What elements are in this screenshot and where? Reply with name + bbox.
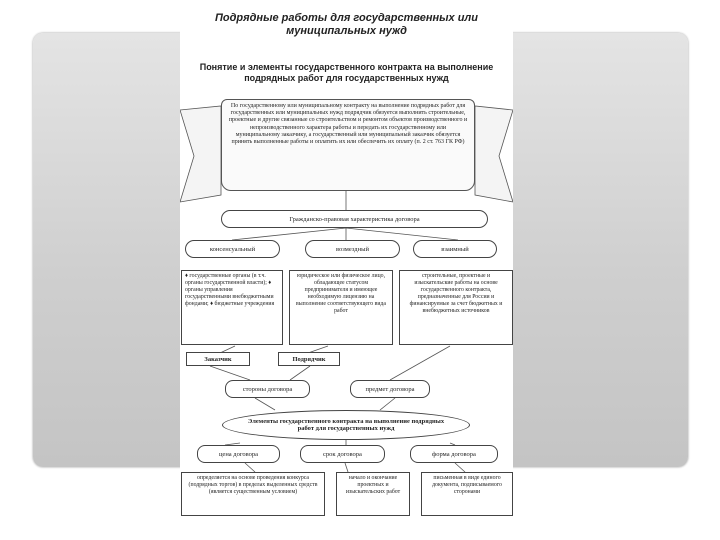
form-description-box: письменная в виде единого документа, подписываемого сторонами	[421, 472, 513, 516]
type-mutual: взаимный	[413, 240, 497, 258]
subject-description-box: строительные, проектные и изыскательские работы на основе государственного контракта, предназначенные для России и финансируемые за счет бюджетных и внебюджетных источников	[399, 270, 513, 345]
contractor-description-box: юридическое или физическое лицо, обладающее статусом предпринимателя и имеющее необходимую лицензию на выполнение соответствующего вида работ	[289, 270, 393, 345]
bubble-parties: стороны договора	[225, 380, 310, 398]
characteristic-oval: Гражданско-правовая характеристика договора	[221, 210, 488, 228]
callout-term: срок договора	[300, 445, 385, 463]
price-description-box: определяется на основе проведения конкурса (подрядных торгов) в пределах выделенных средств (является существенным условием)	[181, 472, 325, 516]
connector-lines	[180, 10, 513, 520]
definition-scroll: По государственному или муниципальному контракту на выполнение подрядных работ для государственных или муниципальных нужд подрядчик обязуется выполнить строительные, проектные и другие связанные со строительством и ремонтом объектов производственного и непроизводственного характера работы и передать их государственному или муниципальному заказчику, а государственный или муниципальный заказчик обязуется принять выполненные работы и оплатить их или обеспечить их оплату (п. 2 ст. 763 ГК РФ)	[221, 99, 475, 191]
type-paid: возмездный	[305, 240, 400, 258]
term-description-box: начало и окончание проектных и изыскательских работ	[336, 472, 410, 516]
contractor-label: Подрядчик	[278, 352, 340, 366]
scanned-diagram	[180, 10, 513, 520]
bubble-subject: предмет договора	[350, 380, 430, 398]
callout-price: цена договора	[197, 445, 280, 463]
customer-label: Заказчик	[186, 352, 250, 366]
type-consensual: консенсуальный	[185, 240, 280, 258]
callout-form: форма договора	[410, 445, 498, 463]
diagram-title: Подрядные работы для государственных или муниципальных нужд	[215, 12, 478, 37]
elements-oval: Элементы государственного контракта на выполнение подрядных работ для государственных нужд	[222, 410, 470, 440]
diagram-subtitle: Понятие и элементы государственного контракта на выполнение подрядных работ для государственных нужд	[199, 62, 494, 83]
customer-description-box: ♦ государственные органы (в т.ч. органы государственной власти); ♦ органы управления государственными внебюджетными фондами; ♦ бюджетные учреждения	[181, 270, 283, 345]
